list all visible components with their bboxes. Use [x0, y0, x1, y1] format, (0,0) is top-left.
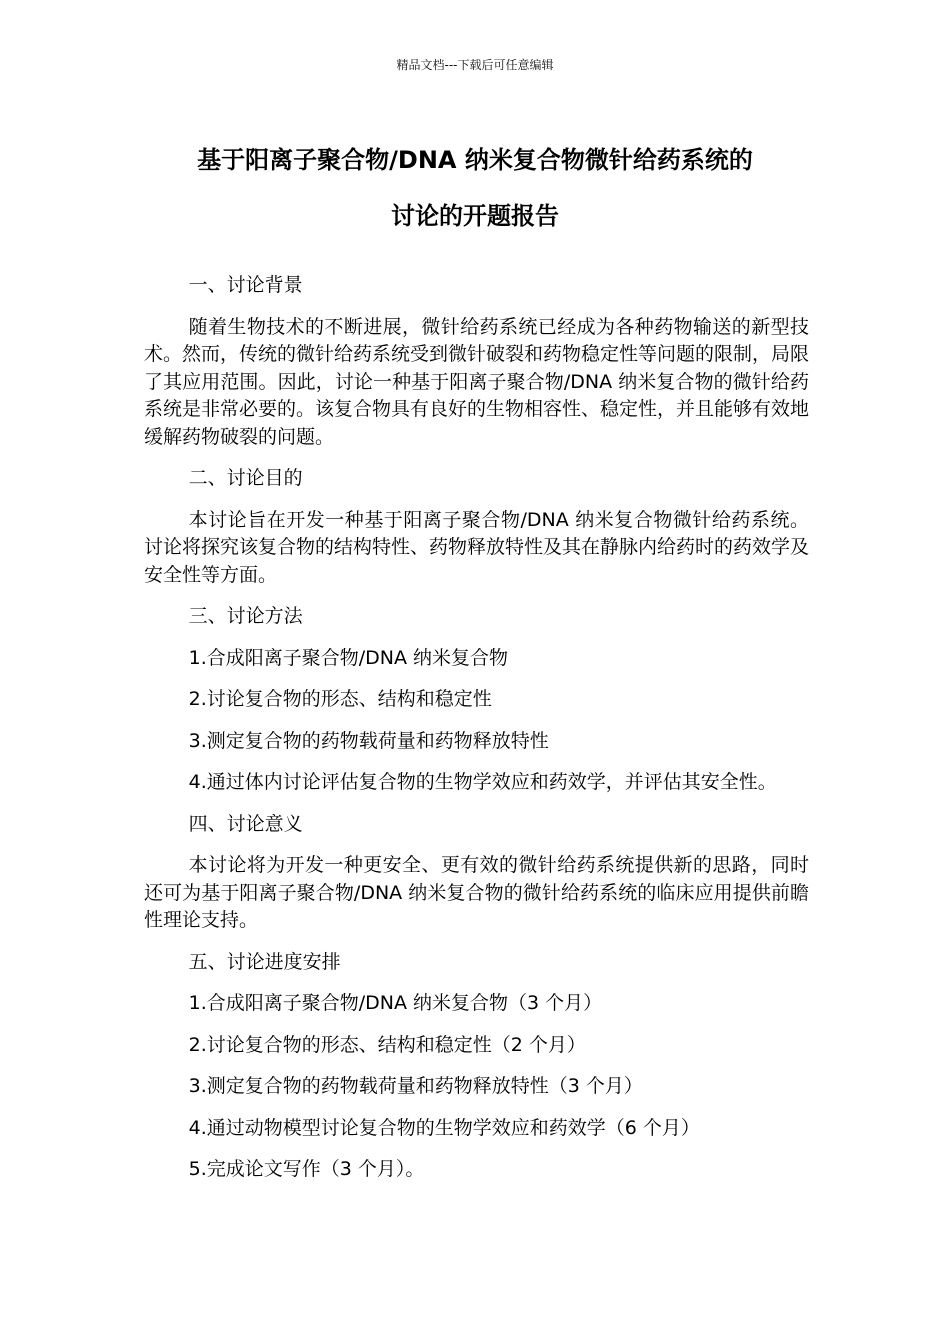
method-item: 4.通过体内讨论评估复合物的生物学效应和药效学，并评估其安全性。	[188, 771, 777, 793]
header-note: 精品文档---下载后可任意编辑	[396, 58, 554, 72]
document-body	[144, 272, 809, 1198]
section-heading-schedule: 五、讨论进度安排	[188, 950, 341, 973]
schedule-item: 5.完成论文写作（3 个月）。	[188, 1158, 425, 1180]
purpose-paragraph: 本讨论旨在开发一种基于阳离子聚合物/DNA 纳米复合物微针给药系统。讨论将探究该复合物的结构特性、药物释放特性及其在静脉内给药时的药效学及安全性等方面。	[144, 508, 810, 586]
schedule-item: 1.合成阳离子聚合物/DNA 纳米复合物（3 个月）	[188, 992, 603, 1014]
significance-paragraph: 本讨论将为开发一种更安全、更有效的微针给药系统提供新的思路，同时还可为基于阳离子聚合物/DNA 纳米复合物的微针给药系统的临床应用提供前瞻性理论支持。	[144, 854, 809, 931]
background-paragraph: 随着生物技术的不断进展，微针给药系统已经成为各种药物输送的新型技术。然而，传统的微针给药系统受到微针破裂和药物稳定性等问题的限制，局限了其应用范围。因此，讨论一种基于阳离子聚合物/DNA 纳米复合物的微针给药系统是非常必要的。该复合物具有良好的生物相容性、稳定性，并且能够有效地缓解药物破裂的问题。	[144, 315, 810, 448]
method-item: 1.合成阳离子聚合物/DNA 纳米复合物	[188, 646, 509, 669]
schedule-item: 4.通过动物模型讨论复合物的生物学效应和药效学（6 个月）	[188, 1116, 700, 1139]
method-item: 3.测定复合物的药物载荷量和药物释放特性	[188, 729, 549, 752]
schedule-item: 3.测定复合物的药物载荷量和药物释放特性（3 个月）	[188, 1075, 643, 1097]
section-heading-significance: 四、讨论意义	[188, 812, 303, 835]
section-heading-purpose: 二、讨论目的	[188, 467, 303, 489]
section-heading-background: 一、讨论背景	[188, 274, 303, 296]
schedule-item: 2.讨论复合物的形态、结构和稳定性（2 个月）	[188, 1033, 586, 1056]
title-line-2: 讨论的开题报告	[391, 202, 559, 230]
title-line-1: 基于阳离子聚合物/DNA 纳米复合物微针给药系统的	[197, 146, 753, 174]
section-heading-methods: 三、讨论方法	[188, 605, 303, 627]
document-title	[120, 132, 830, 244]
method-item: 2.讨论复合物的形态、结构和稳定性	[188, 688, 492, 710]
